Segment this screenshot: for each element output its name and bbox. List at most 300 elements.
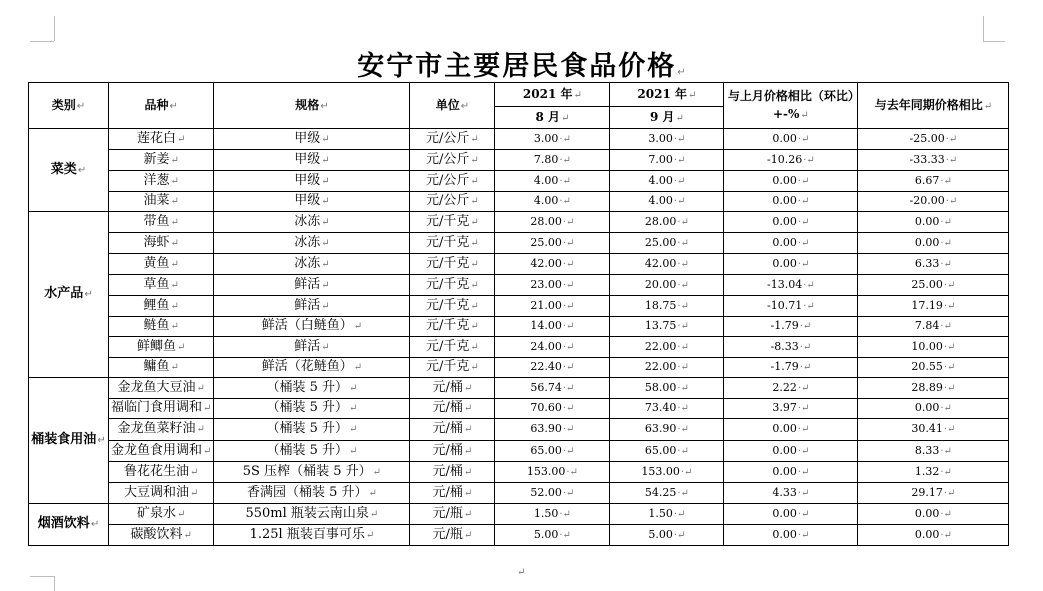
unit-cell: 元/公斤↵ <box>410 171 495 192</box>
table-row <box>29 504 1009 525</box>
aug-price-cell: 56.74·↵ <box>495 378 610 399</box>
paragraph-mark-icon: ·↵ <box>562 258 575 270</box>
item-cell: 大豆调和油↵ <box>109 483 214 504</box>
paragraph-mark-icon: ·↵ <box>677 403 689 414</box>
paragraph-mark-icon: ↵ <box>470 196 479 207</box>
sep-price-cell: 58.00·↵ <box>610 378 724 399</box>
paragraph-mark-icon: ↵ <box>321 216 330 228</box>
paragraph-mark-icon: ·↵ <box>673 154 686 166</box>
aug-price-cell: 1.50·↵ <box>495 504 610 525</box>
mom-change-cell: -10.71·↵ <box>724 296 858 317</box>
paragraph-mark-icon: ↵ <box>463 529 473 541</box>
paragraph-mark-icon: ·↵ <box>945 196 958 207</box>
paragraph-mark-icon: ·↵ <box>797 258 810 270</box>
paragraph-mark-icon: ·↵ <box>673 175 686 187</box>
crop-mark <box>30 576 54 577</box>
paragraph-mark-icon: ↵ <box>196 382 205 394</box>
paragraph-mark-icon: ↵ <box>470 279 479 291</box>
spec-cell: （桶装 5 升）↵ <box>214 441 410 462</box>
aug-price-cell: 28.00·↵ <box>495 212 610 233</box>
spec-cell: （桶装 5 升）↵ <box>214 419 410 441</box>
spec-cell: 香满园（桶装 5 升）↵ <box>214 483 410 504</box>
table-row <box>29 171 1009 192</box>
header-category: 类别↵ <box>29 83 109 129</box>
aug-price-cell: 63.90·↵ <box>495 419 610 441</box>
aug-price-cell: 7.80·↵ <box>495 150 610 171</box>
paragraph-mark-icon: ↵ <box>369 508 379 520</box>
item-cell: 碳酸饮料↵ <box>109 525 214 546</box>
paragraph-mark-icon: ↵ <box>470 300 479 312</box>
sep-price-cell: 73.40·↵ <box>610 399 724 419</box>
paragraph-mark-icon: ·↵ <box>945 133 958 145</box>
yoy-change-cell: 0.00·↵ <box>858 399 1009 419</box>
yoy-change-cell: 20.55·↵ <box>858 358 1009 378</box>
paragraph-mark-icon: ·↵ <box>562 424 575 435</box>
mom-change-cell: -1.79·↵ <box>724 358 858 378</box>
paragraph-mark-icon: ·↵ <box>797 487 810 499</box>
paragraph-mark-icon: ↵ <box>321 175 330 187</box>
paragraph-mark-icon: ↵ <box>177 133 186 145</box>
table-row <box>29 150 1009 171</box>
paragraph-mark-icon: ·↵ <box>803 300 815 312</box>
spec-cell: 550ml 瓶装云南山泉↵ <box>214 504 410 525</box>
item-cell: 金龙鱼食用调和↵ <box>109 441 214 462</box>
paragraph-mark-icon: ·↵ <box>940 321 952 332</box>
unit-cell: 元/千克↵ <box>410 358 495 378</box>
category-cell <box>29 378 109 504</box>
aug-price-cell: 25.00·↵ <box>495 233 610 254</box>
paragraph-mark-icon: ↵ <box>470 154 479 166</box>
paragraph-mark-icon: ↵ <box>177 341 186 353</box>
paragraph-mark-icon: ↵ <box>368 487 377 499</box>
paragraph-mark-icon: ·↵ <box>677 300 689 312</box>
paragraph-mark-icon: ↵ <box>463 487 473 499</box>
aug-price-cell: 52.00·↵ <box>495 483 610 504</box>
paragraph-mark-icon: ·↵ <box>562 362 575 373</box>
aug-price-cell: 3.00·↵ <box>495 129 610 150</box>
mom-change-cell: 0.00·↵ <box>724 192 858 212</box>
yoy-change-cell: 25.00·↵ <box>858 275 1009 296</box>
sep-price-cell: 54.25·↵ <box>610 483 724 504</box>
spec-cell: 鲜活（花鲢鱼）↵ <box>214 358 410 378</box>
paragraph-mark-icon: ↵ <box>177 508 186 520</box>
spec-cell: （桶装 5 升）↵ <box>214 378 410 399</box>
unit-cell: 元/千克↵ <box>410 337 495 358</box>
sep-price-cell: 5.00·↵ <box>610 525 724 546</box>
paragraph-mark-icon: ↵ <box>97 435 106 446</box>
table-row <box>29 129 1009 150</box>
item-cell: 金龙鱼菜籽油↵ <box>109 419 214 441</box>
paragraph-mark-icon: ↵ <box>353 321 363 332</box>
header-sep-year: 2021 年↵ <box>610 83 724 107</box>
paragraph-mark-icon: ·↵ <box>797 175 810 187</box>
paragraph-mark-icon: ·↵ <box>677 258 689 270</box>
yoy-change-cell: 0.00·↵ <box>858 233 1009 254</box>
paragraph-mark-icon: ·↵ <box>559 196 571 207</box>
spec-cell: 冰冻↵ <box>214 212 410 233</box>
paragraph-mark-icon: ·↵ <box>562 487 575 499</box>
unit-cell: 元/千克↵ <box>410 296 495 317</box>
mom-change-cell: -8.33·↵ <box>724 337 858 358</box>
spec-cell: 鲜活↵ <box>214 337 410 358</box>
paragraph-mark-icon: ↵ <box>463 466 473 478</box>
crop-mark <box>30 41 54 42</box>
table-row <box>29 462 1009 483</box>
table-row <box>29 483 1009 504</box>
aug-price-cell: 4.00·↵ <box>495 192 610 212</box>
paragraph-mark-icon: ↵ <box>470 237 479 249</box>
unit-cell: 元/公斤↵ <box>410 192 495 212</box>
paragraph-mark-icon: ·↵ <box>562 445 575 457</box>
spec-cell: 冰冻↵ <box>214 233 410 254</box>
paragraph-mark-icon: ·↵ <box>677 321 689 332</box>
sep-price-cell: 65.00·↵ <box>610 441 724 462</box>
header-spec: 规格↵ <box>214 83 410 129</box>
paragraph-mark-icon: ·↵ <box>797 403 810 414</box>
mom-change-cell: 0.00·↵ <box>724 462 858 483</box>
table-row <box>29 337 1009 358</box>
yoy-change-cell: 0.00·↵ <box>858 212 1009 233</box>
unit-cell: 元/千克↵ <box>410 254 495 275</box>
sep-price-cell: 22.00·↵ <box>610 337 724 358</box>
header-mom: 与上月价格相比（环比）+-%↵ <box>724 83 858 129</box>
paragraph-mark-icon: ↵ <box>517 567 526 578</box>
item-cell: 鲜鲫鱼↵ <box>109 337 214 358</box>
paragraph-mark-icon: ↵ <box>463 445 473 457</box>
paragraph-mark-icon: ↵ <box>463 382 473 394</box>
item-cell: 新姜↵ <box>109 150 214 171</box>
unit-cell: 元/公斤↵ <box>410 150 495 171</box>
paragraph-mark-icon: ·↵ <box>940 445 952 457</box>
unit-cell: 元/千克↵ <box>410 233 495 254</box>
paragraph-mark-icon: ·↵ <box>559 508 571 520</box>
paragraph-mark-icon: ·↵ <box>673 529 686 541</box>
spec-cell: 鲜活↵ <box>214 275 410 296</box>
spec-cell: 甲级↵ <box>214 150 410 171</box>
spec-cell: 甲级↵ <box>214 129 410 150</box>
paragraph-mark-icon: ↵ <box>321 237 330 249</box>
sep-price-cell: 42.00·↵ <box>610 254 724 275</box>
yoy-change-cell: 0.00·↵ <box>858 504 1009 525</box>
mom-change-cell: 0.00·↵ <box>724 525 858 546</box>
paragraph-mark-icon: ·↵ <box>943 424 956 435</box>
sep-price-cell: 25.00·↵ <box>610 233 724 254</box>
aug-price-cell: 42.00·↵ <box>495 254 610 275</box>
yoy-change-cell: 6.33·↵ <box>858 254 1009 275</box>
unit-cell: 元/千克↵ <box>410 275 495 296</box>
table-row <box>29 317 1009 337</box>
header-aug-year: 2021 年↵ <box>495 83 610 107</box>
item-cell: 鲁花花生油↵ <box>109 462 214 483</box>
paragraph-mark-icon: ·↵ <box>797 424 810 435</box>
paragraph-mark-icon: ·↵ <box>797 196 810 207</box>
item-cell: 金龙鱼大豆油↵ <box>109 378 214 399</box>
item-cell: 鲤鱼↵ <box>109 296 214 317</box>
paragraph-mark-icon: ↵ <box>677 67 686 78</box>
paragraph-mark-icon: ·↵ <box>562 300 575 312</box>
paragraph-mark-icon: ↵ <box>170 321 179 332</box>
unit-cell: 元/桶↵ <box>410 483 495 504</box>
aug-price-cell: 22.40·↵ <box>495 358 610 378</box>
paragraph-mark-icon: ↵ <box>170 216 179 228</box>
paragraph-mark-icon: ↵ <box>203 445 212 457</box>
yoy-change-cell: 28.89·↵ <box>858 378 1009 399</box>
paragraph-mark-icon: ↵ <box>90 519 100 530</box>
sep-price-cell: 18.75·↵ <box>610 296 724 317</box>
spec-cell: 冰冻↵ <box>214 254 410 275</box>
aug-price-cell: 23.00·↵ <box>495 275 610 296</box>
mom-change-cell: 0.00·↵ <box>724 504 858 525</box>
paragraph-mark-icon: ↵ <box>170 154 179 166</box>
mom-change-cell: 0.00·↵ <box>724 441 858 462</box>
sep-price-cell: 4.00·↵ <box>610 192 724 212</box>
item-cell: 鳙鱼↵ <box>109 358 214 378</box>
paragraph-mark-icon: ·↵ <box>940 529 952 541</box>
paragraph-mark-icon: ·↵ <box>940 508 952 520</box>
mom-change-cell: -13.04·↵ <box>724 275 858 296</box>
paragraph-mark-icon: ·↵ <box>673 508 686 520</box>
aug-price-cell: 5.00·↵ <box>495 525 610 546</box>
paragraph-mark-icon: ·↵ <box>797 445 810 457</box>
sep-price-cell: 153.00·↵ <box>610 462 724 483</box>
paragraph-mark-icon: ·↵ <box>562 341 575 353</box>
table-row <box>29 192 1009 212</box>
table-row <box>29 441 1009 462</box>
paragraph-mark-icon: ·↵ <box>797 508 810 520</box>
paragraph-mark-icon: ↵ <box>321 133 330 145</box>
yoy-change-cell: 30.41·↵ <box>858 419 1009 441</box>
paragraph-mark-icon: ↵ <box>170 300 179 312</box>
unit-cell: 元/桶↵ <box>410 441 495 462</box>
table-row <box>29 419 1009 441</box>
paragraph-mark-icon: ↵ <box>321 341 330 353</box>
paragraph-mark-icon: ·↵ <box>797 133 810 145</box>
sep-price-cell: 22.00·↵ <box>610 358 724 378</box>
paragraph-mark-icon: ↵ <box>170 258 179 270</box>
unit-cell: 元/千克↵ <box>410 317 495 337</box>
mom-change-cell: 2.22·↵ <box>724 378 858 399</box>
paragraph-mark-icon: ·↵ <box>677 487 689 499</box>
item-cell: 矿泉水↵ <box>109 504 214 525</box>
header-yoy: 与去年同期价格相比↵ <box>858 83 1009 129</box>
paragraph-mark-icon: ·↵ <box>673 133 686 145</box>
paragraph-mark-icon: ·↵ <box>943 382 956 394</box>
table-row <box>29 525 1009 546</box>
mom-change-cell: 3.97·↵ <box>724 399 858 419</box>
aug-price-cell: 14.00·↵ <box>495 317 610 337</box>
item-cell: 福临门食用调和↵ <box>109 399 214 419</box>
item-cell: 带鱼↵ <box>109 212 214 233</box>
category-label: 菜类 <box>50 161 77 177</box>
yoy-change-cell: -33.33·↵ <box>858 150 1009 171</box>
paragraph-mark-icon: ↵ <box>353 362 363 373</box>
paragraph-mark-icon: ·↵ <box>940 216 952 228</box>
crop-mark <box>983 41 1005 42</box>
yoy-change-cell: 6.67·↵ <box>858 171 1009 192</box>
document-title <box>0 44 1043 83</box>
category-label: 烟酒饮料 <box>37 516 90 531</box>
paragraph-mark-icon: ·↵ <box>797 216 810 228</box>
unit-cell: 元/瓶↵ <box>410 525 495 546</box>
unit-cell: 元/千克↵ <box>410 212 495 233</box>
paragraph-mark-icon: ·↵ <box>566 466 578 478</box>
yoy-change-cell: 8.33·↵ <box>858 441 1009 462</box>
paragraph-mark-icon: ↵ <box>470 341 479 353</box>
unit-cell: 元/瓶↵ <box>410 504 495 525</box>
paragraph-mark-icon: ↵ <box>348 424 358 435</box>
paragraph-mark-icon: ↵ <box>170 175 179 187</box>
category-cell <box>29 504 109 546</box>
paragraph-mark-icon: ·↵ <box>677 382 689 394</box>
unit-cell: 元/桶↵ <box>410 399 495 419</box>
paragraph-mark-icon: ↵ <box>77 164 87 176</box>
paragraph-mark-icon: ↵ <box>463 508 473 520</box>
paragraph-mark-icon: ·↵ <box>940 175 952 187</box>
table-row <box>29 233 1009 254</box>
paragraph-mark-icon: ·↵ <box>940 258 952 270</box>
table-row <box>29 399 1009 419</box>
paragraph-mark-icon: ·↵ <box>677 216 689 228</box>
mom-change-cell: 4.33·↵ <box>724 483 858 504</box>
table-row <box>29 275 1009 296</box>
paragraph-mark-icon: ·↵ <box>677 362 689 373</box>
item-cell: 鲢鱼↵ <box>109 317 214 337</box>
spec-cell: 鲜活↵ <box>214 296 410 317</box>
sep-price-cell: 13.75·↵ <box>610 317 724 337</box>
paragraph-mark-icon: ·↵ <box>562 279 575 291</box>
aug-price-cell: 4.00·↵ <box>495 171 610 192</box>
paragraph-mark-icon: ↵ <box>470 321 479 332</box>
paragraph-mark-icon: ↵ <box>372 466 382 478</box>
aug-price-cell: 21.00·↵ <box>495 296 610 317</box>
paragraph-mark-icon: ·↵ <box>803 154 815 166</box>
paragraph-mark-icon: ·↵ <box>559 175 571 187</box>
mom-change-cell: 0.00·↵ <box>724 212 858 233</box>
paragraph-mark-icon: ↵ <box>348 403 358 414</box>
paragraph-mark-icon: ·↵ <box>940 237 952 249</box>
crop-mark <box>54 16 55 41</box>
mom-change-cell: 0.00·↵ <box>724 254 858 275</box>
spec-cell: （桶装 5 升）↵ <box>214 399 410 419</box>
paragraph-mark-icon: ·↵ <box>559 529 571 541</box>
paragraph-mark-icon: ·↵ <box>677 237 689 249</box>
paragraph-mark-icon: ↵ <box>470 362 479 373</box>
aug-price-cell: 65.00·↵ <box>495 441 610 462</box>
paragraph-mark-icon: ↵ <box>84 289 93 300</box>
mom-change-cell: -10.26·↵ <box>724 150 858 171</box>
paragraph-mark-icon: ·↵ <box>943 300 956 312</box>
paragraph-mark-icon: ↵ <box>348 445 358 457</box>
sep-price-cell: 4.00·↵ <box>610 171 724 192</box>
paragraph-mark-icon: ·↵ <box>677 445 689 457</box>
sep-price-cell: 1.50·↵ <box>610 504 724 525</box>
item-cell: 洋葱↵ <box>109 171 214 192</box>
paragraph-mark-icon: ↵ <box>321 279 330 291</box>
mom-change-cell: 0.00·↵ <box>724 419 858 441</box>
spec-cell: 1.25l 瓶装百事可乐↵ <box>214 525 410 546</box>
table-row <box>29 378 1009 399</box>
yoy-change-cell: -25.00·↵ <box>858 129 1009 150</box>
sep-price-cell: 3.00·↵ <box>610 129 724 150</box>
spec-cell: 鲜活（白鲢鱼）↵ <box>214 317 410 337</box>
paragraph-mark-icon: ·↵ <box>799 321 812 332</box>
paragraph-mark-icon: ↵ <box>470 258 479 270</box>
paragraph-mark-icon: ·↵ <box>562 216 575 228</box>
table-row <box>29 358 1009 378</box>
paragraph-mark-icon: ↵ <box>470 133 479 145</box>
spec-cell: 5S 压榨（桶装 5 升）↵ <box>214 462 410 483</box>
paragraph-mark-icon: ↵ <box>321 300 330 312</box>
paragraph-mark-icon: ↵ <box>190 466 199 478</box>
paragraph-mark-icon: ·↵ <box>559 154 571 166</box>
item-cell: 草鱼↵ <box>109 275 214 296</box>
paragraph-mark-icon: ·↵ <box>940 466 952 478</box>
paragraph-mark-icon: ·↵ <box>799 341 812 353</box>
yoy-change-cell: 17.19·↵ <box>858 296 1009 317</box>
paragraph-mark-icon: ↵ <box>183 529 192 541</box>
unit-cell: 元/桶↵ <box>410 462 495 483</box>
unit-cell: 元/公斤↵ <box>410 129 495 150</box>
paragraph-mark-icon: ↵ <box>321 258 330 270</box>
aug-price-cell: 153.00·↵ <box>495 462 610 483</box>
paragraph-mark-icon: ↵ <box>470 175 479 187</box>
aug-price-cell: 24.00·↵ <box>495 337 610 358</box>
header-sep-month: 9 月↵ <box>610 107 724 129</box>
paragraph-mark-icon: ·↵ <box>943 341 956 353</box>
yoy-change-cell: 0.00·↵ <box>858 525 1009 546</box>
sep-price-cell: 20.00·↵ <box>610 275 724 296</box>
paragraph-mark-icon: ↵ <box>470 216 479 228</box>
paragraph-mark-icon: ↵ <box>170 196 179 207</box>
paragraph-mark-icon: ·↵ <box>562 237 575 249</box>
paragraph-mark-icon: ↵ <box>463 403 473 414</box>
yoy-change-cell: 10.00·↵ <box>858 337 1009 358</box>
item-cell: 海虾↵ <box>109 233 214 254</box>
paragraph-mark-icon: ·↵ <box>797 237 810 249</box>
paragraph-mark-icon: ·↵ <box>945 154 958 166</box>
paragraph-mark-icon: ↵ <box>196 424 205 435</box>
category-label: 水产品 <box>44 286 84 301</box>
crop-mark <box>983 16 984 41</box>
spec-cell: 甲级↵ <box>214 171 410 192</box>
paragraph-mark-icon: ↵ <box>170 237 179 249</box>
mom-change-cell: -1.79·↵ <box>724 317 858 337</box>
paragraph-mark-icon: ↵ <box>170 362 179 373</box>
paragraph-mark-icon: ↵ <box>190 487 199 499</box>
paragraph-mark-icon: ·↵ <box>943 487 956 499</box>
category-cell <box>29 129 109 212</box>
crop-mark <box>54 576 55 591</box>
paragraph-mark-icon: ·↵ <box>797 382 810 394</box>
spec-cell: 甲级↵ <box>214 192 410 212</box>
document-title-text: 安宁市主要居民食品价格 <box>357 51 677 82</box>
sep-price-cell: 7.00·↵ <box>610 150 724 171</box>
sep-price-cell: 63.90·↵ <box>610 419 724 441</box>
table-row <box>29 296 1009 317</box>
paragraph-mark-icon: ·↵ <box>677 424 689 435</box>
paragraph-mark-icon: ·↵ <box>680 466 693 478</box>
item-cell: 油菜↵ <box>109 192 214 212</box>
sep-price-cell: 28.00·↵ <box>610 212 724 233</box>
header-item: 品种↵ <box>109 83 214 129</box>
mom-change-cell: 0.00·↵ <box>724 129 858 150</box>
paragraph-mark-icon: ↵ <box>203 403 212 414</box>
paragraph-mark-icon: ↵ <box>348 382 358 394</box>
unit-cell: 元/桶↵ <box>410 378 495 399</box>
paragraph-mark-icon: ·↵ <box>803 279 815 291</box>
paragraph-mark-icon: ·↵ <box>677 279 689 291</box>
paragraph-mark-icon: ·↵ <box>943 279 956 291</box>
